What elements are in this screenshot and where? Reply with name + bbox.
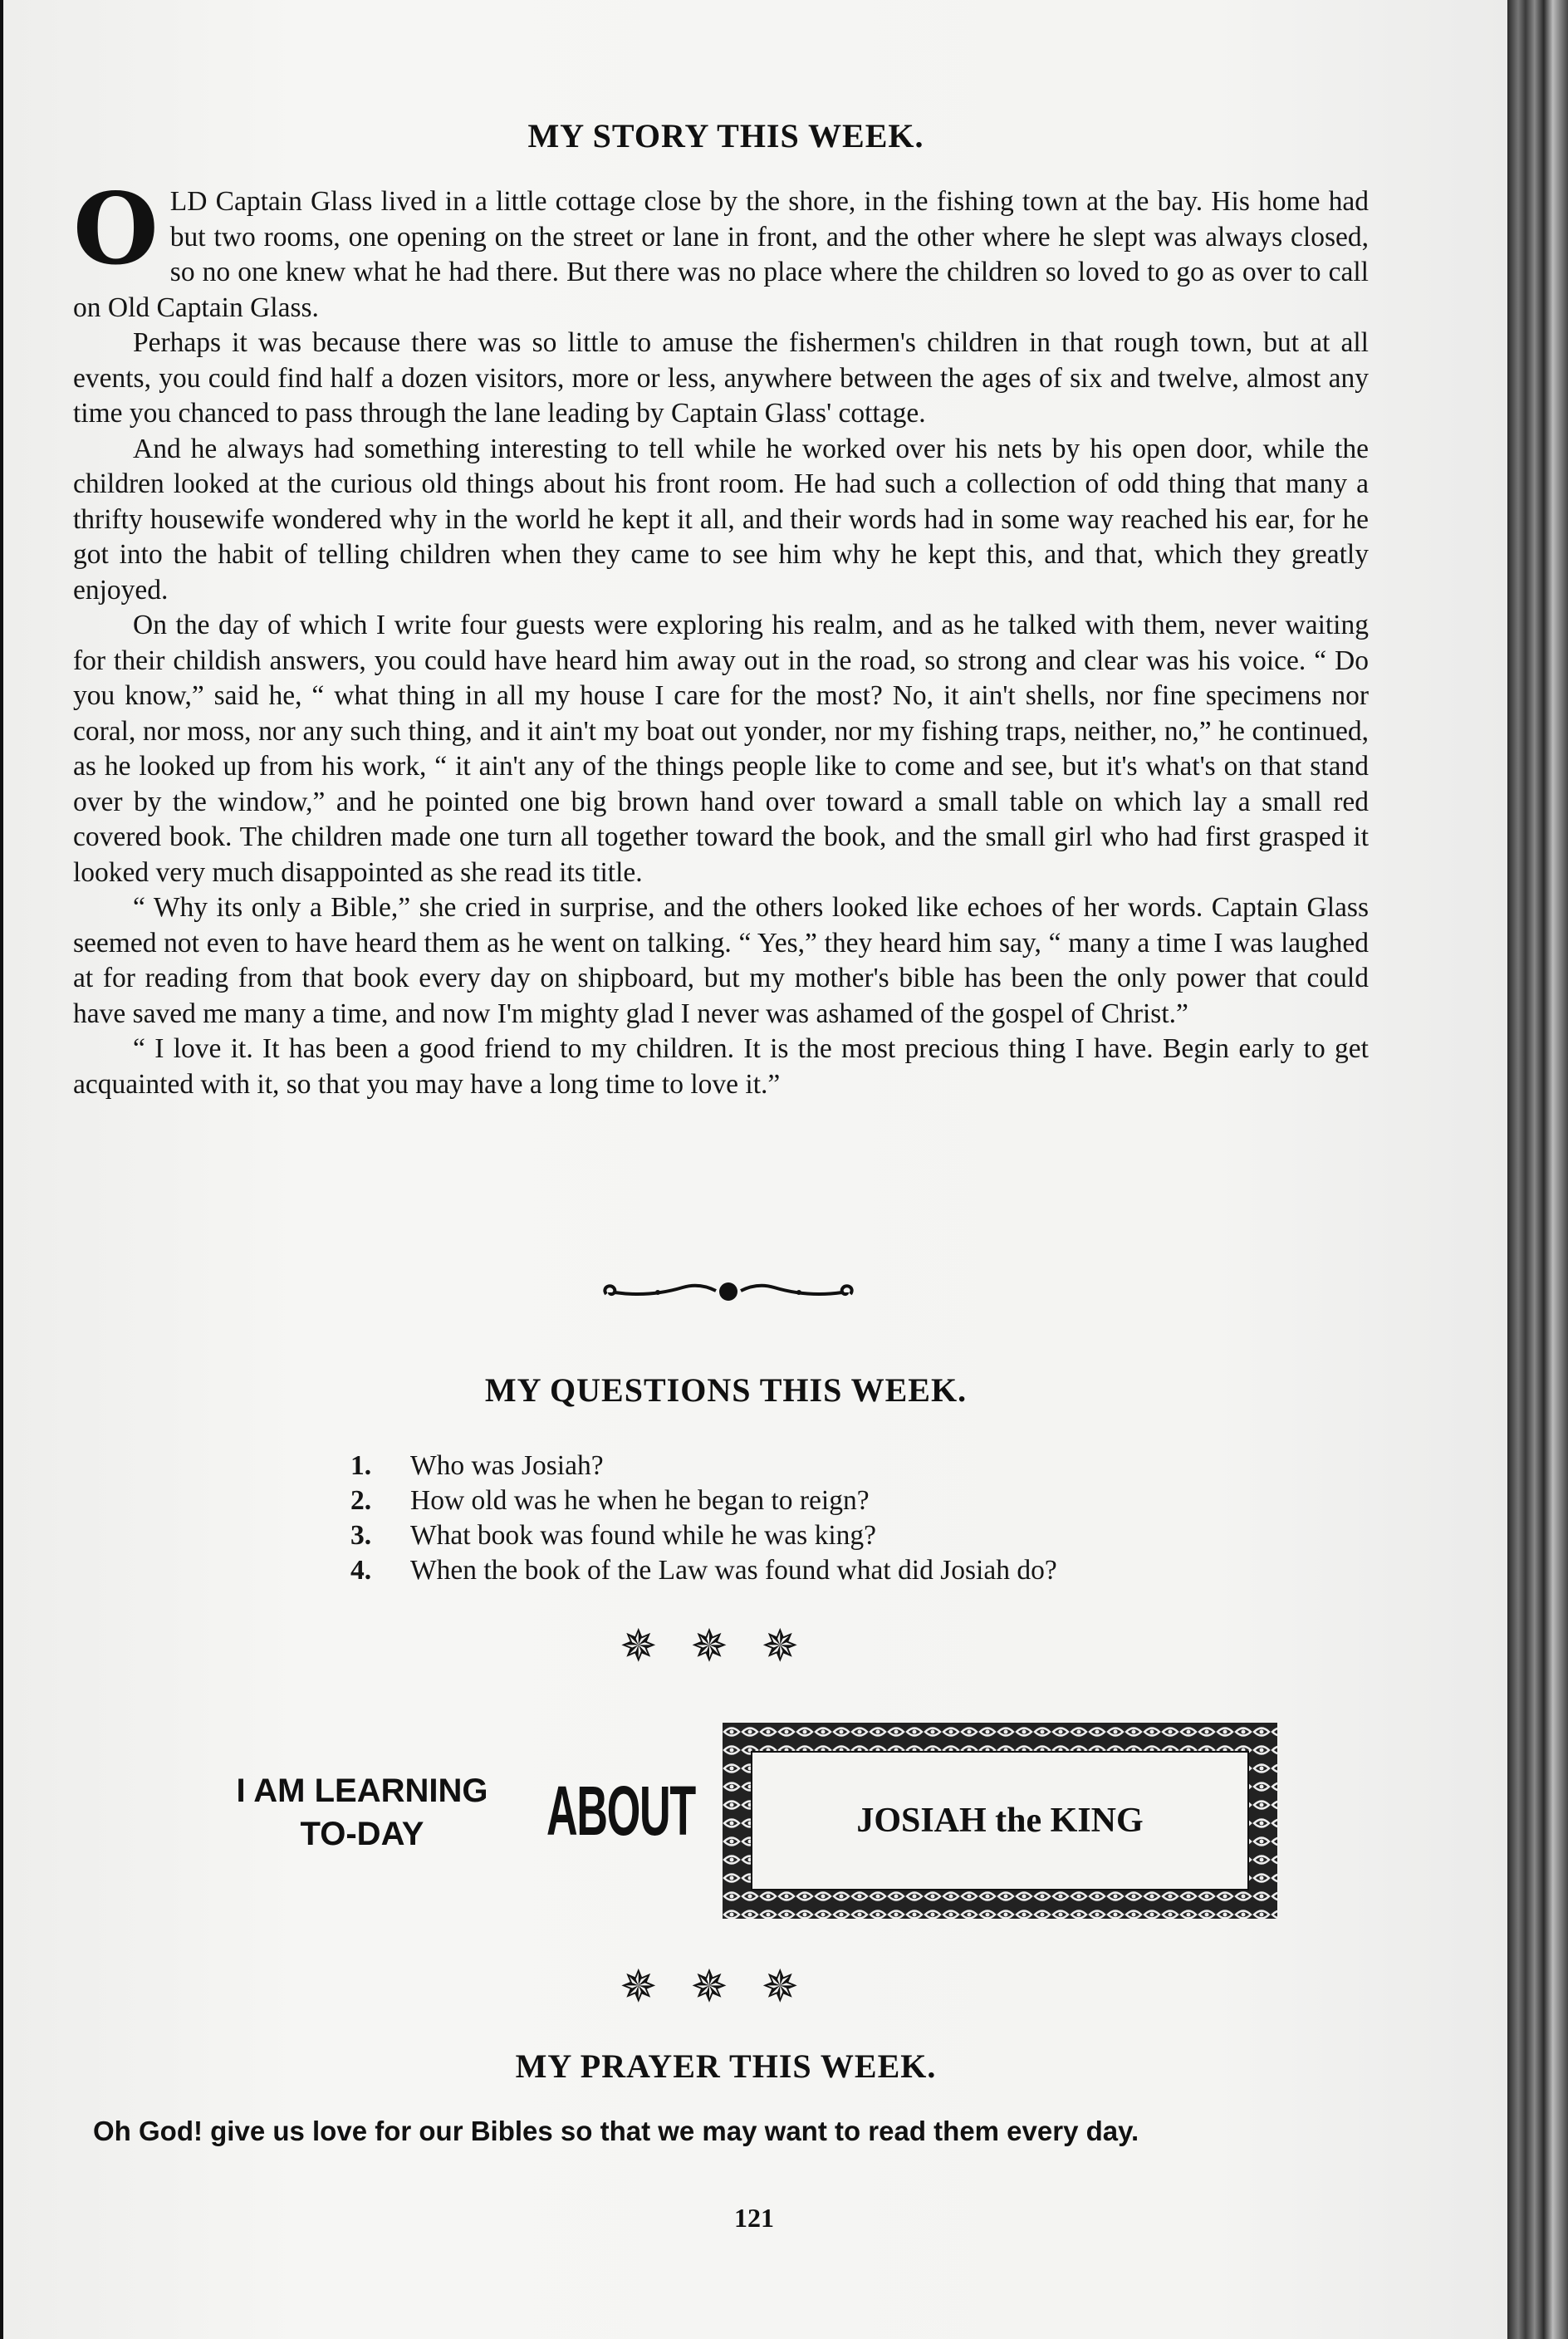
prayer-heading: MY PRAYER THIS WEEK. [515,2047,937,2085]
question-number: 3. [350,1520,372,1551]
story-paragraph [73,171,1369,326]
topic-frame [723,1723,1277,1919]
drop-cap: O [73,171,159,287]
list-item [350,1518,1057,1553]
topic-text: JOSIAH the KING [751,1751,1249,1890]
star-divider-bottom: ✵✵✵ [620,1960,832,2013]
question-number: 4. [350,1555,372,1586]
learning-line-2: TO-DAY [300,1816,424,1852]
list-item [350,1449,1057,1483]
question-text: When the book of the Law was found what did Josiah do? [410,1555,1057,1586]
story-body [73,171,1369,1102]
ornamental-divider [600,1276,857,1309]
book-spine-edge [1507,0,1568,2339]
questions-heading: MY QUESTIONS THIS WEEK. [484,1371,968,1409]
question-number: 1. [350,1450,372,1481]
story-paragraph: And he always had something interesting to tell while he worked over his nets by his open door, while the children looked at the curious old things about his front room. He had such a collection of odd thing that many a thrifty housewife wondered why in the world he kept it all, and their words had in some way reached his ear, for he got into the habit of telling children when they came to see him why he kept this, and that, which they greatly enjoyed. [73,433,1369,606]
about-label: ABOUT [546,1772,695,1850]
learning-label [196,1769,528,1856]
page-number: 121 [734,2203,774,2233]
star-divider-top: ✵✵✵ [620,1620,832,1672]
story-heading: MY STORY THIS WEEK. [527,117,924,154]
list-item [350,1483,1057,1518]
questions-list [350,1449,1057,1588]
question-number: 2. [350,1485,372,1516]
prayer-text: Oh God! give us love for our Bibles so that we may want to read them every day. [93,2116,1139,2146]
question-text: Who was Josiah? [410,1450,604,1481]
story-paragraph: “ I love it. It has been a good friend to my children. It is the most precious thing I have. Begin early to get acquainted with it, so that you may have a long time to love it.” [73,1033,1369,1100]
question-text: What book was found while he was king? [410,1520,876,1551]
story-paragraph: Perhaps it was because there was so little to amuse the fishermen's children in that rough town, but at all events, you could find half a dozen visitors, more or less, anywhere between the ages of six and twelve, almost any time you chanced to pass through the lane leading by Captain Glass' cottage. [73,327,1369,429]
story-paragraph: On the day of which I write four guests were exploring his realm, and as he talked with them, never waiting for their childish answers, you could have heard him away out in the road, so strong and clear was his voice. “ Do you know,” said he, “ what thing in all my house I care for the most? No, it ain't shells, nor fine specimens nor coral, nor moss, nor any such thing, and it ain't my boat out yonder, nor my fishing traps, neither, no,” he continued, as he looked up from his work, “ it ain't any of the things people like to come and see, but it's what's on that stand over by the window,” and he pointed one big brown hand over toward a small table on which lay a small red covered book. The children made one turn all together toward the book, and the small girl who had first grasped it looked very much disappointed as she read its title. [73,610,1369,888]
question-text: How old was he when he began to reign? [410,1485,870,1516]
list-item [350,1553,1057,1588]
story-paragraph: “ Why its only a Bible,” she cried in surprise, and the others looked like echoes of her words. Captain Glass seemed not even to have heard them as he went on talking. “ Yes,” they heard him say, “ many a time I was laughed at for reading from that book every day on shipboard, but my mother's bible has been the only power that could have saved me many a time, and now I'm mighty glad I never was ashamed of the gospel of Christ.” [73,892,1369,1029]
learning-line-1: I AM LEARNING [236,1773,488,1809]
story-paragraph-text: LD Captain Glass lived in a little cottage close by the shore, in the fishing town at the bay. His home had but two rooms, one opening on the street or lane in front, and the other where he slept was always closed, so no one knew what he had there. But there was no place where the children so loved to go as over to call on Old Captain Glass. [73,186,1369,323]
